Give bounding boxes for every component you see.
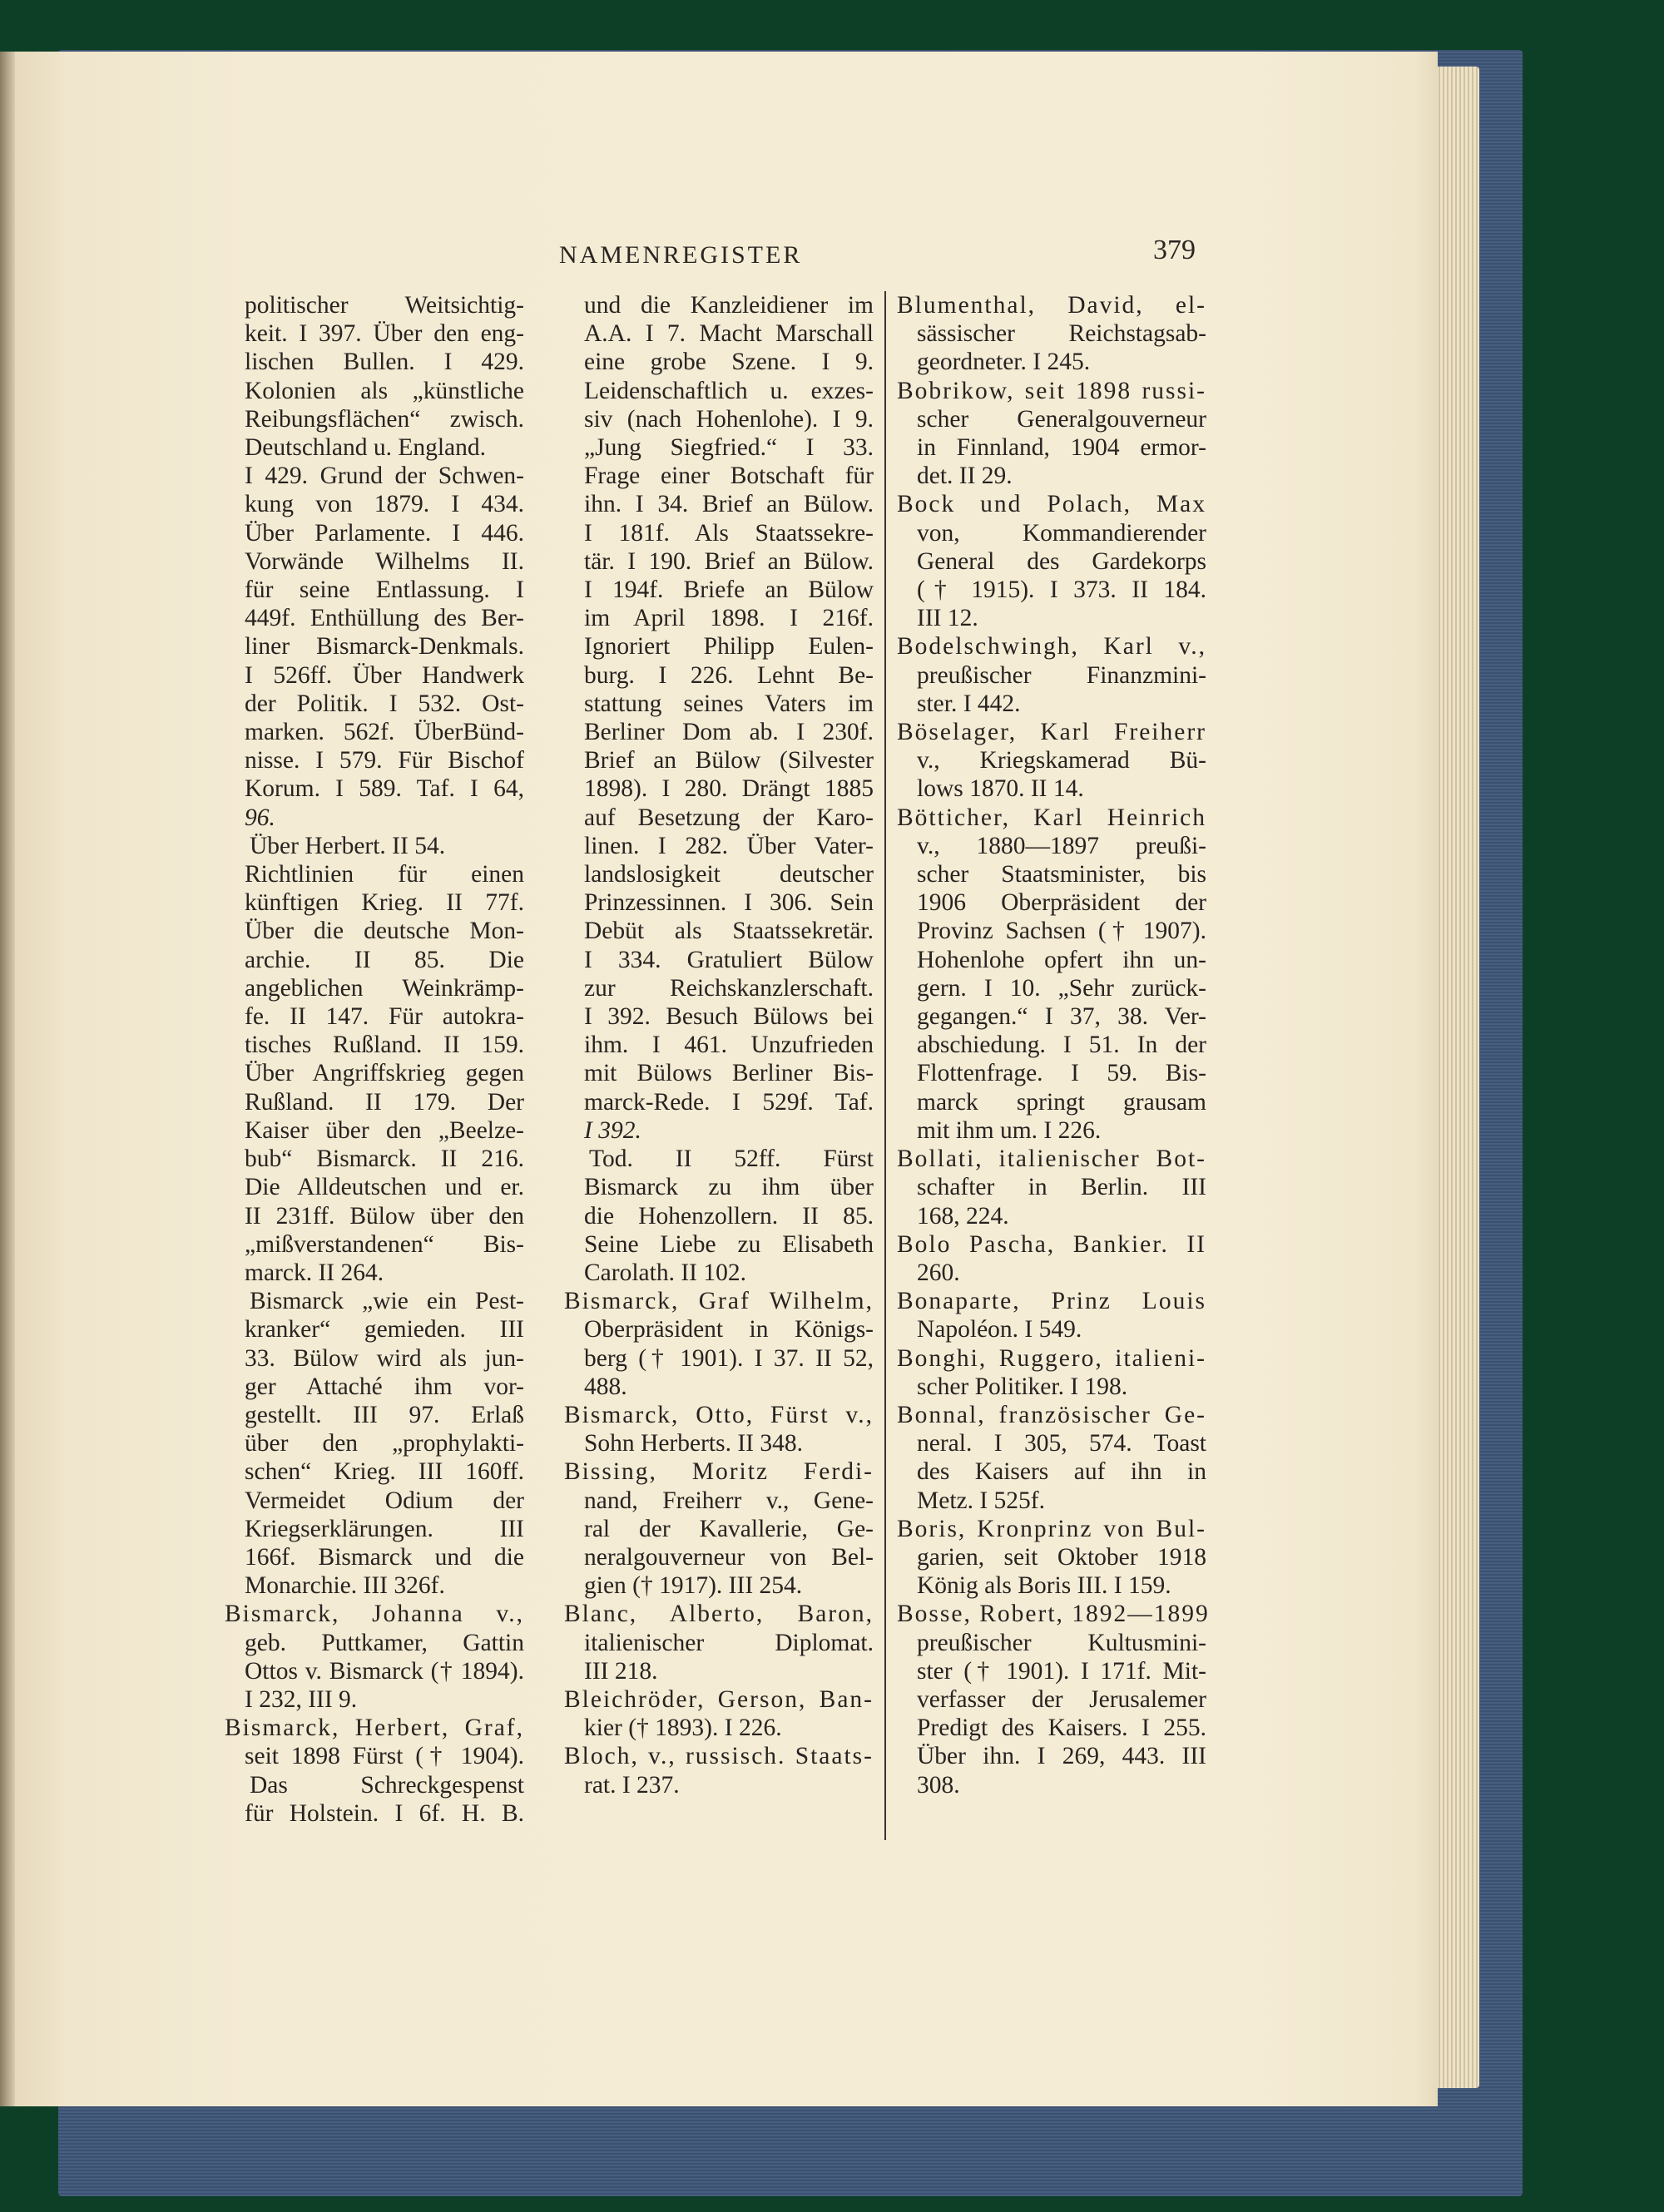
running-head xyxy=(0,235,1664,276)
index-line: scher Generalgouverneur xyxy=(917,405,1206,433)
index-line: ger Attaché ihm vor- xyxy=(245,1373,524,1400)
index-line: Frage einer Botschaft für xyxy=(584,463,874,490)
index-line: schafter in Berlin. III xyxy=(917,1174,1206,1201)
index-line: († 1915). I 373. II 184. xyxy=(917,577,1206,604)
index-line: Die Alldeutschen und er. xyxy=(245,1174,524,1201)
index-line: lows 1870. II 14. xyxy=(917,775,1084,803)
index-line: marken. 562f. ÜberBünd- xyxy=(245,719,524,746)
index-line: zur Reichskanzlerschaft. xyxy=(584,974,874,1002)
index-line: Tod. II 52ff. Fürst xyxy=(589,1146,874,1173)
index-line: Bismarck, Herbert, Graf, xyxy=(225,1715,524,1742)
index-line: Boris, Kronprinz von Bul- xyxy=(897,1515,1206,1542)
index-line: Prinzessinnen. I 306. Sein xyxy=(584,889,874,917)
index-line: Deutschland u. England. xyxy=(245,434,487,462)
index-line: Über Parlamente. I 446. xyxy=(245,519,524,547)
index-line: 308. xyxy=(917,1771,960,1799)
index-line: die Hohenzollern. II 85. xyxy=(584,1202,874,1230)
index-line: III 12. xyxy=(917,605,978,632)
index-line: 33. Bülow wird als jun- xyxy=(245,1344,524,1372)
index-line: Bonaparte, Prinz Louis xyxy=(897,1288,1206,1315)
index-line: archie. II 85. Die xyxy=(245,946,524,973)
index-line: A.A. I 7. Macht Marschall xyxy=(584,320,874,348)
index-line: fe. II 147. Für autokra- xyxy=(245,1003,524,1031)
index-line: Kaiser über den „Beelze- xyxy=(245,1116,524,1144)
index-line: berg († 1901). I 37. II 52, xyxy=(584,1344,874,1372)
index-line: angeblichen Weinkrämp- xyxy=(245,974,524,1002)
index-line: det. II 29. xyxy=(917,463,1013,490)
index-line: 260. xyxy=(917,1259,960,1286)
index-line: I 429. Grund der Schwen- xyxy=(245,463,524,490)
index-line: Bollati, italienischer Bot- xyxy=(897,1146,1206,1173)
index-line: Vermeidet Odium der xyxy=(245,1487,524,1514)
index-line: neralgouverneur von Bel- xyxy=(584,1543,874,1571)
index-line: Bobrikow, seit 1898 russi- xyxy=(897,377,1206,404)
index-line: 168, 224. xyxy=(917,1202,1009,1230)
index-line: Richtlinien für einen xyxy=(245,861,524,888)
index-line: Provinz Sachsen († 1907). xyxy=(917,918,1206,945)
index-line: I 232, III 9. xyxy=(245,1685,358,1713)
index-line: I 392. Besuch Bülows bei xyxy=(584,1003,874,1031)
index-line: König als Boris III. I 159. xyxy=(917,1572,1171,1600)
index-line: III 218. xyxy=(584,1657,658,1685)
index-line: geordneter. I 245. xyxy=(917,349,1091,376)
index-line: marck-Rede. I 529f. Taf. xyxy=(584,1088,874,1116)
index-line: Vorwände Wilhelms II. xyxy=(245,547,524,575)
index-line: 1898). I 280. Drängt 1885 xyxy=(584,775,874,803)
index-line: 166f. Bismarck und die xyxy=(245,1543,524,1571)
index-line: Carolath. II 102. xyxy=(584,1259,746,1286)
index-line: kier († 1893). I 226. xyxy=(584,1715,782,1742)
index-line: 449f. Enthüllung des Ber- xyxy=(245,605,524,632)
index-line: Bismarck, Graf Wilhelm, xyxy=(564,1288,874,1315)
index-line: Hohenlohe opfert ihn un- xyxy=(917,946,1206,973)
header-title: NAMENREGISTER xyxy=(559,241,803,269)
index-line: und die Kanzleidiener im xyxy=(584,292,874,319)
index-line: künftigen Krieg. II 77f. xyxy=(245,889,524,917)
index-line: marck. II 264. xyxy=(245,1259,384,1286)
index-line: italienischer Diplomat. xyxy=(584,1629,874,1656)
index-line: landslosigkeit deutscher xyxy=(584,861,874,888)
index-line: für seine Entlassung. I xyxy=(245,577,524,604)
index-line: mit Bülows Berliner Bis- xyxy=(584,1060,874,1087)
index-line: Korum. I 589. Taf. I 64, xyxy=(245,775,524,803)
index-column-1 xyxy=(225,291,524,1828)
index-line: Kolonien als „künstliche xyxy=(245,377,524,404)
index-line: I 526ff. Über Handwerk xyxy=(245,661,524,689)
index-line: garien, seit Oktober 1918 xyxy=(917,1543,1206,1571)
index-line: v., Kriegskamerad Bü- xyxy=(917,747,1206,774)
index-line: marck springt grausam xyxy=(917,1088,1206,1116)
index-line: Bosse, Robert, 1892—1899 xyxy=(897,1601,1210,1628)
index-line: gegangen.“ I 37, 38. Ver- xyxy=(917,1003,1206,1031)
index-line: Oberpräsident in Königs- xyxy=(584,1316,874,1344)
index-line: Bissing, Moritz Ferdi- xyxy=(564,1458,874,1486)
index-line: Leidenschaftlich u. exzes- xyxy=(584,377,874,404)
index-column-3 xyxy=(897,291,1210,1799)
index-line: II 231ff. Bülow über den xyxy=(245,1202,524,1230)
index-line: preußischer Finanzmini- xyxy=(917,661,1206,689)
index-line: verfasser der Jerusalemer xyxy=(917,1685,1206,1713)
index-line: rat. I 237. xyxy=(584,1771,680,1799)
index-line: Über die deutsche Mon- xyxy=(245,918,524,945)
index-line: gern. I 10. „Sehr zurück- xyxy=(917,974,1206,1002)
index-line: 1906 Oberpräsident der xyxy=(917,889,1206,917)
index-line: stattung seines Vaters im xyxy=(584,690,874,717)
page-number: 379 xyxy=(1153,235,1196,265)
index-line: Bismarck zu ihm über xyxy=(584,1174,874,1201)
index-line: ster († 1901). I 171f. Mit- xyxy=(917,1657,1206,1685)
index-line: Bodelschwingh, Karl v., xyxy=(897,633,1206,661)
index-line: Blumenthal, David, el- xyxy=(897,292,1206,319)
index-line: kung von 1879. I 434. xyxy=(245,491,524,518)
column-rule xyxy=(884,291,886,1840)
index-line: General des Gardekorps xyxy=(917,547,1206,575)
index-line: Über Herbert. II 54. xyxy=(250,832,446,859)
index-line: gien († 1917). III 254. xyxy=(584,1572,803,1600)
index-line: scher Politiker. I 198. xyxy=(917,1373,1128,1400)
page-gutter xyxy=(0,52,15,2106)
index-line: geb. Puttkamer, Gattin xyxy=(245,1629,524,1656)
index-line: Über ihn. I 269, 443. III xyxy=(917,1743,1206,1770)
index-line: Monarchie. III 326f. xyxy=(245,1572,445,1600)
index-line: preußischer Kultusmini- xyxy=(917,1629,1206,1656)
index-line: Ottos v. Bismarck († 1894). xyxy=(245,1657,524,1685)
index-line: „mißverstandenen“ Bis- xyxy=(245,1230,524,1258)
index-line: I 334. Gratuliert Bülow xyxy=(584,946,874,973)
index-line: Rußland. II 179. Der xyxy=(245,1088,524,1116)
index-line: siv (nach Hohenlohe). I 9. xyxy=(584,405,874,433)
index-line: Bloch, v., russisch. Staats- xyxy=(564,1743,874,1770)
index-line: in Finnland, 1904 ermor- xyxy=(917,434,1206,462)
index-column-2 xyxy=(564,291,874,1799)
index-line: Bock und Polach, Max xyxy=(897,491,1206,518)
index-line: Bonnal, französischer Ge- xyxy=(897,1401,1206,1428)
index-line: Berliner Dom ab. I 230f. xyxy=(584,719,874,746)
index-line: auf Besetzung der Karo- xyxy=(584,804,874,831)
index-line: schen“ Krieg. III 160ff. xyxy=(245,1458,524,1486)
index-line: neral. I 305, 574. Toast xyxy=(917,1430,1206,1457)
index-line: v., 1880—1897 preußi- xyxy=(917,832,1206,859)
index-line: Brief an Bülow (Silvester xyxy=(584,747,874,774)
index-line: der Politik. I 532. Ost- xyxy=(245,690,524,717)
index-line: über den „prophylakti- xyxy=(245,1430,524,1457)
index-line: I 181f. Als Staatssekre- xyxy=(584,519,874,547)
index-line: Kriegserklärungen. III xyxy=(245,1515,524,1542)
index-line: burg. I 226. Lehnt Be- xyxy=(584,661,874,689)
index-line: Bismarck, Otto, Fürst v., xyxy=(564,1401,874,1428)
index-line: 488. xyxy=(584,1373,627,1400)
index-line: nisse. I 579. Für Bischof xyxy=(245,747,524,774)
index-line: Das Schreckgespenst xyxy=(250,1771,524,1799)
index-line: von, Kommandierender xyxy=(917,519,1206,547)
index-line: politischer Weitsichtig- xyxy=(245,292,524,319)
index-line: Debüt als Staatssekretär. xyxy=(584,918,874,945)
index-line: Bismarck „wie ein Pest- xyxy=(250,1288,524,1315)
index-line: 96. xyxy=(245,804,275,831)
index-line: tisches Rußland. II 159. xyxy=(245,1032,524,1059)
index-line: gestellt. III 97. Erlaß xyxy=(245,1401,524,1428)
index-line: Sohn Herberts. II 348. xyxy=(584,1430,803,1457)
index-line: „Jung Siegfried.“ I 33. xyxy=(584,434,874,462)
index-line: im April 1898. I 216f. xyxy=(584,605,874,632)
index-line: scher Staatsminister, bis xyxy=(917,861,1206,888)
index-line: Napoléon. I 549. xyxy=(917,1316,1082,1344)
index-line: Über Angriffskrieg gegen xyxy=(245,1060,524,1087)
index-line: Predigt des Kaisers. I 255. xyxy=(917,1715,1206,1742)
index-line: abschiedung. I 51. In der xyxy=(917,1032,1206,1059)
index-line: Flottenfrage. I 59. Bis- xyxy=(917,1060,1206,1087)
index-line: Metz. I 525f. xyxy=(917,1487,1046,1514)
index-line: Reibungsflächen“ zwisch. xyxy=(245,405,524,433)
index-line: ral der Kavallerie, Ge- xyxy=(584,1515,874,1542)
index-line: linen. I 282. Über Vater- xyxy=(584,832,874,859)
index-line: Bolo Pascha, Bankier. II xyxy=(897,1230,1206,1258)
index-line: keit. I 397. Über den eng- xyxy=(245,320,524,348)
index-line: seit 1898 Fürst († 1904). xyxy=(245,1743,524,1770)
index-line: Bötticher, Karl Heinrich xyxy=(897,804,1206,831)
index-line: Seine Liebe zu Elisabeth xyxy=(584,1230,874,1258)
index-line: des Kaisers auf ihn in xyxy=(917,1458,1206,1486)
index-line: Ignoriert Philipp Eulen- xyxy=(584,633,874,661)
index-line: für Holstein. I 6f. H. B. xyxy=(245,1799,524,1827)
index-line: eine grobe Szene. I 9. xyxy=(584,349,874,376)
index-line: Bismarck, Johanna v., xyxy=(225,1601,524,1628)
index-line: Blanc, Alberto, Baron, xyxy=(564,1601,874,1628)
index-line: I 194f. Briefe an Bülow xyxy=(584,577,874,604)
index-line: tär. I 190. Brief an Bülow. xyxy=(584,547,874,575)
index-line: kranker“ gemieden. III xyxy=(245,1316,524,1344)
index-line: bub“ Bismarck. II 216. xyxy=(245,1146,524,1173)
index-line: I 392. xyxy=(584,1116,641,1144)
index-line: Bonghi, Ruggero, italieni- xyxy=(897,1344,1206,1372)
index-line: ihm. I 461. Unzufrieden xyxy=(584,1032,874,1059)
index-line: ihn. I 34. Brief an Bülow. xyxy=(584,491,874,518)
index-line: lischen Bullen. I 429. xyxy=(245,349,524,376)
index-line: liner Bismarck-Denkmals. xyxy=(245,633,524,661)
index-line: sässischer Reichstagsab- xyxy=(917,320,1206,348)
index-line: mit ihm um. I 226. xyxy=(917,1116,1102,1144)
index-line: nand, Freiherr v., Gene- xyxy=(584,1487,874,1514)
index-line: ster. I 442. xyxy=(917,690,1021,717)
index-line: Böselager, Karl Freiherr xyxy=(897,719,1206,746)
index-line: Bleichröder, Gerson, Ban- xyxy=(564,1685,874,1713)
